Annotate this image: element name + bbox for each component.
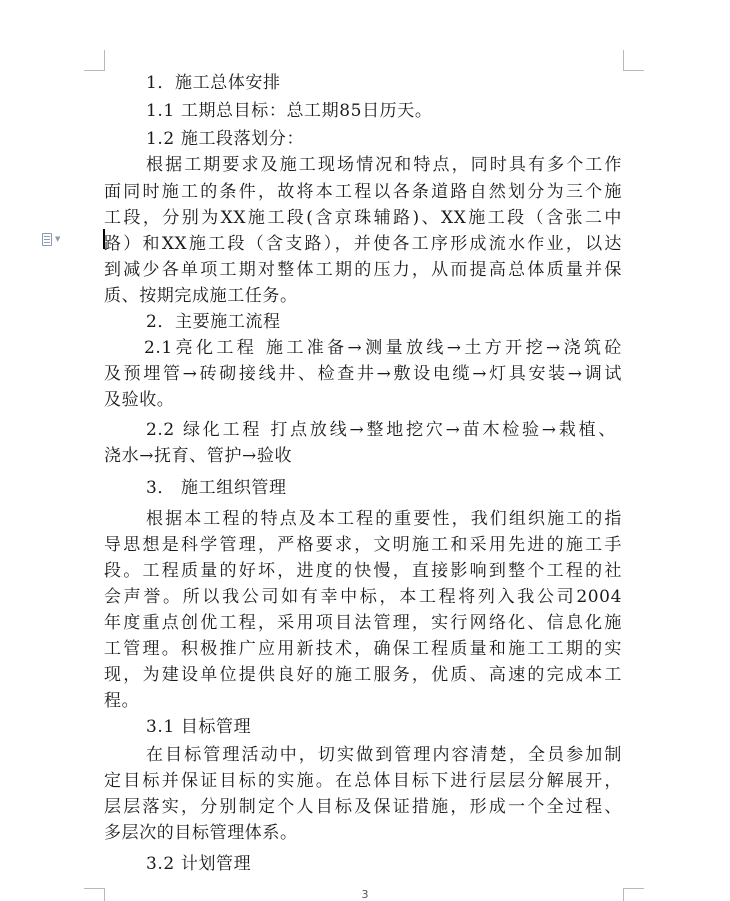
paragraph-line: 路）和XX施工段（含支路），并使各工序形成流水作业，以达	[104, 234, 622, 254]
margin-corner-bottom-left	[84, 888, 105, 901]
heading-2: 2．主要施工流程	[146, 312, 281, 332]
heading-1-1: 1.1 工期总目标：总工期85日历天。	[146, 101, 433, 121]
paragraph-line: 2.2 绿化工程 打点放线→整地挖穴→苗木检验→栽植、	[146, 420, 616, 440]
paragraph-line: 年度重点创优工程，采用项目法管理，实行网络化、信息化施	[104, 613, 622, 633]
heading-1-2: 1.2 施工段落划分：	[146, 129, 305, 149]
paragraph-line: 根据工期要求及施工现场情况和特点，同时具有多个工作	[146, 155, 622, 175]
paragraph-line: 到减少各单项工期对整体工期的压力，从而提高总体质量并保	[104, 260, 622, 280]
paragraph-line: 段。工程质量的好坏，进度的快慢，直接影响到整个工程的社	[104, 561, 622, 581]
paragraph-line: 会声誉。所以我公司如有幸中标，本工程将列入我公司2004	[104, 587, 622, 607]
heading-1: 1．施工总体安排	[146, 73, 281, 93]
paragraph-line: 程。	[104, 691, 140, 711]
page-number: 3	[361, 888, 369, 901]
paragraph-line: 导思想是科学管理，严格要求，文明施工和采用先进的施工手	[104, 535, 622, 555]
paragraph-line: 层层落实，分别制定个人目标及保证措施，形成一个全过程、	[104, 797, 622, 817]
paragraph-line: 定目标并保证目标的实施。在总体目标下进行层层分解展开，	[104, 771, 622, 791]
paragraph-line: 质、按期完成施工任务。	[104, 286, 298, 306]
document-options-icon[interactable]: ▼	[42, 230, 72, 248]
paragraph-line: 面同时施工的条件，故将本工程以各条道路自然划分为三个施	[104, 182, 622, 202]
margin-corner-top-left	[84, 50, 105, 71]
paragraph-line: 根据本工程的特点及本工程的重要性，我们组织施工的指	[146, 509, 622, 529]
paragraph-line: 多层次的目标管理体系。	[104, 823, 298, 843]
margin-corner-bottom-right	[623, 888, 644, 901]
heading-3-2: 3.2 计划管理	[146, 854, 252, 874]
paragraph-line: 工管理。积极推广应用新技术，确保工程质量和施工工期的实	[104, 639, 622, 659]
paragraph-line: 工段，分别为XX施工段(含京珠辅路)、XX施工段（含张二中	[104, 208, 622, 228]
paragraph-line: 在目标管理活动中，切实做到管理内容清楚，全员参加制	[146, 745, 622, 765]
margin-corner-top-right	[623, 50, 644, 71]
paragraph-line: 2.1亮化工程 施工准备→测量放线→土方开挖→浇筑砼	[144, 338, 622, 358]
paragraph-line: 及验收。	[104, 390, 175, 410]
paragraph-line: 及预埋管→砖砌接线井、检查井→敷设电缆→灯具安装→调试	[104, 364, 622, 384]
paragraph-line: 现，为建设单位提供良好的施工服务，优质、高速的完成本工	[104, 665, 622, 685]
paragraph-line: 浇水→抚育、管护→验收	[104, 446, 293, 466]
heading-3-1: 3.1 目标管理	[146, 717, 252, 737]
heading-3: 3． 施工组织管理	[146, 478, 287, 498]
